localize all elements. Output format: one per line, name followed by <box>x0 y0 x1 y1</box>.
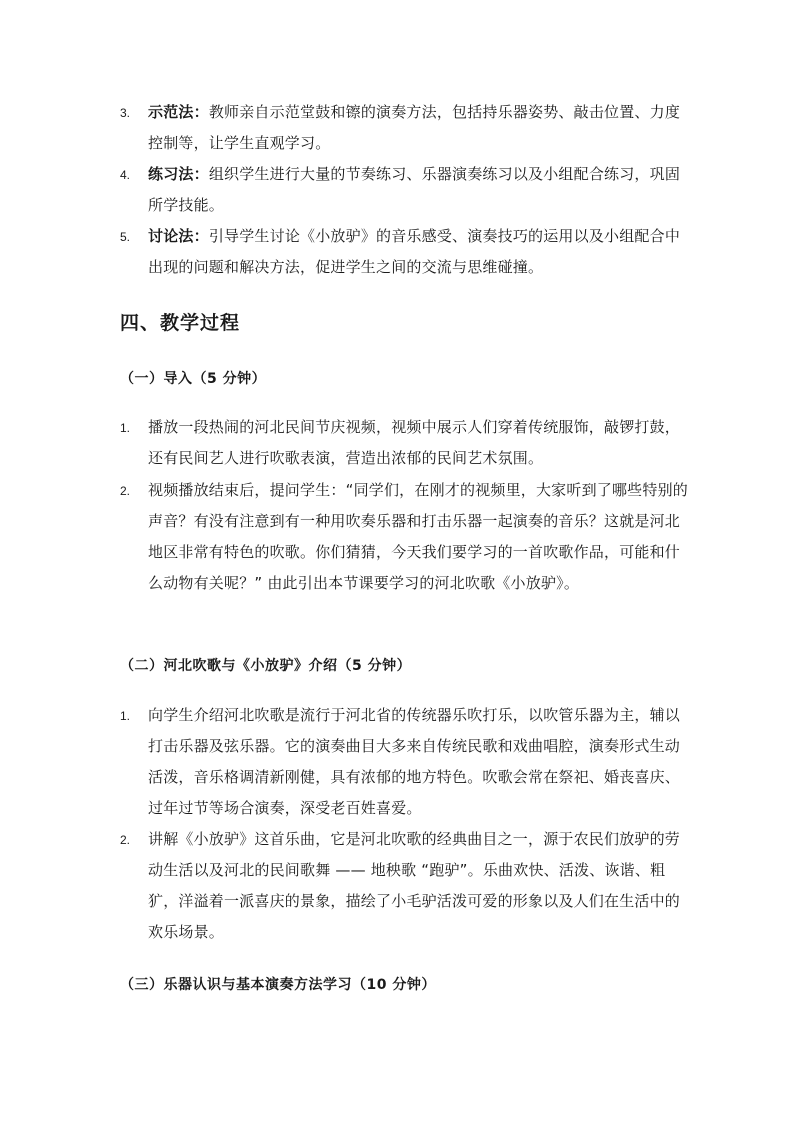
list-item-text: 向学生介绍河北吹歌是流行于河北省的传统器乐吹打乐，以吹管乐器为主，辅以打击乐器及弦乐器。它的演奏曲目大多来自传统民歌和戏曲唱腔，演奏形式生动活泼，音乐格调清新刚健，具有浓郁的地方特色。吹歌会常在祭祀、婚丧喜庆、过年过节等场合演奏，深受老百姓喜爱。 <box>148 706 681 817</box>
list-item-intro-2 <box>120 475 690 599</box>
list-number: 4. <box>120 168 131 182</box>
method-description: 组织学生进行大量的节奏练习、乐器演奏练习以及小组配合练习，巩固所学技能。 <box>148 165 681 214</box>
list-item-part2-2 <box>120 824 690 948</box>
list-item-text: 播放一段热闹的河北民间节庆视频，视频中展示人们穿着传统服饰，敲锣打鼓，还有民间艺人进行吹歌表演，营造出浓郁的民间艺术氛围。 <box>148 418 681 467</box>
list-item-text <box>148 221 690 283</box>
list-number: 5. <box>120 230 131 244</box>
method-description: 引导学生讨论《小放驴》的音乐感受、演奏技巧的运用以及小组配合中出现的问题和解决方法，促进学生之间的交流与思维碰撞。 <box>148 227 681 276</box>
part2-heading: （二）河北吹歌与《小放驴》介绍（5 分钟） <box>120 658 412 674</box>
list-item-method-4 <box>120 159 690 221</box>
list-number: 1. <box>120 421 131 435</box>
list-number: 3. <box>120 106 131 120</box>
list-number: 1. <box>120 709 131 723</box>
list-item-intro-1 <box>120 412 690 474</box>
list-item-text: 视频播放结束后，提问学生：“同学们，在刚才的视频里，大家听到了哪些特别的声音？有没有注意到有一种用吹奏乐器和打击乐器一起演奏的音乐？这就是河北地区非常有特色的吹歌。你们猜猜，今天我们要学习的一首吹歌作品，可能和什么动物有关呢？” 由此引出本节课要学习的河北吹歌《小放驴》。 <box>148 481 688 592</box>
method-term: 练习法： <box>148 165 209 183</box>
method-description: 教师亲自示范堂鼓和镲的演奏方法，包括持乐器姿势、敲击位置、力度控制等，让学生直观学习。 <box>148 103 681 152</box>
section-title: 四、教学过程 <box>120 312 241 334</box>
list-item-text: 讲解《小放驴》这首乐曲，它是河北吹歌的经典曲目之一，源于农民们放驴的劳动生活以及河北的民间歌舞 —— 地秧歌 “跑驴”。乐曲欢快、活泼、诙谐、粗犷，洋溢着一派喜庆的景象，描绘了小毛驴活泼可爱的形象以及人们在生活中的欢乐场景。 <box>148 830 681 941</box>
method-term: 示范法： <box>148 103 209 121</box>
method-term: 讨论法： <box>148 227 209 245</box>
list-item-method-5 <box>120 221 690 283</box>
list-item-text <box>148 97 690 159</box>
list-item-method-3 <box>120 97 690 159</box>
part3-heading: （三）乐器认识与基本演奏方法学习（10 分钟） <box>120 977 436 993</box>
list-item-part2-1 <box>120 700 690 824</box>
intro-heading: （一）导入（5 分钟） <box>120 371 267 387</box>
list-number: 2. <box>120 833 131 847</box>
list-item-text <box>148 159 690 221</box>
list-number: 2. <box>120 484 131 498</box>
